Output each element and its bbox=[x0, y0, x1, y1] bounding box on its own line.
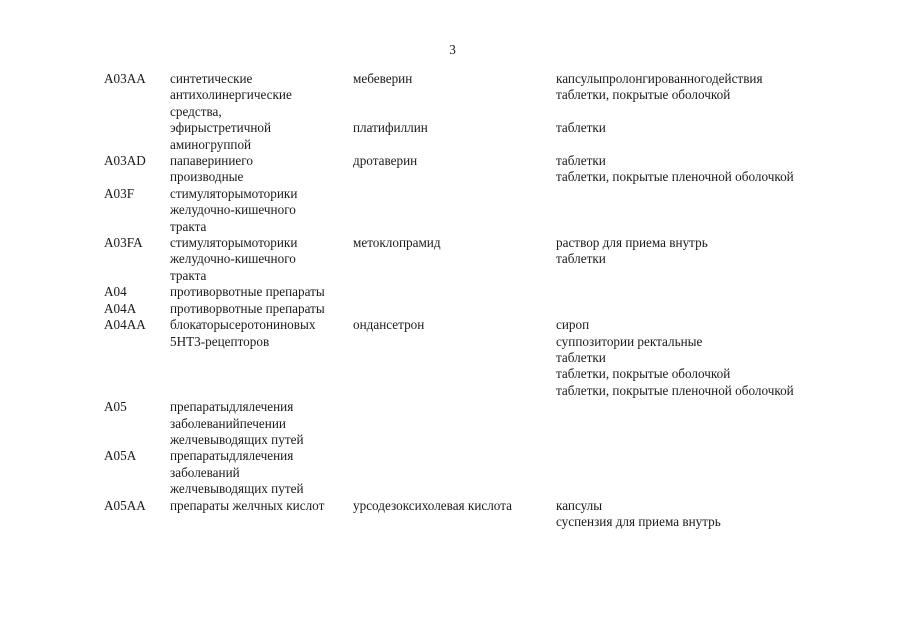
therapeutic-group bbox=[170, 235, 341, 284]
therapeutic-group bbox=[170, 399, 341, 448]
group-word: моторики bbox=[243, 185, 298, 201]
atc-code: A04 bbox=[104, 284, 127, 300]
table-row bbox=[104, 186, 839, 235]
drug-name: дротаверин bbox=[353, 153, 418, 169]
therapeutic-group bbox=[170, 153, 341, 186]
table-row bbox=[104, 317, 839, 399]
group-word: для bbox=[229, 399, 249, 415]
atc-code: A04AA bbox=[104, 317, 146, 333]
group-word: препараты bbox=[170, 399, 230, 415]
group-word: стимуляторы bbox=[170, 235, 244, 251]
table-row bbox=[104, 235, 839, 284]
group-line: аминогруппой bbox=[170, 136, 252, 152]
table-row bbox=[104, 448, 839, 497]
group-line: средства, bbox=[170, 103, 222, 119]
group-line bbox=[170, 186, 341, 202]
group-line: желчевыводящих путей bbox=[170, 481, 304, 497]
dosage-forms bbox=[556, 498, 839, 531]
table-row bbox=[104, 399, 839, 448]
form-word: действия bbox=[711, 71, 763, 86]
atc-code: A04A bbox=[104, 300, 137, 316]
drug-table bbox=[104, 71, 839, 530]
drug-name: урсодезоксихолевая кислота bbox=[353, 497, 513, 513]
atc-code: A03FA bbox=[104, 235, 143, 251]
group-word: и bbox=[278, 415, 286, 431]
dosage-form: сироп bbox=[556, 317, 590, 333]
dosage-form bbox=[556, 71, 839, 87]
dosage-form: таблетки bbox=[556, 120, 606, 136]
dosage-form: таблетки, покрытые оболочкой bbox=[556, 366, 731, 382]
therapeutic-group bbox=[170, 301, 341, 317]
page-number: 3 bbox=[449, 42, 456, 57]
dosage-forms bbox=[556, 120, 839, 136]
dosage-form: таблетки bbox=[556, 349, 606, 365]
group-word: лечения bbox=[248, 448, 294, 464]
group-word: блокаторы bbox=[170, 317, 229, 333]
group-line: противорвотные препараты bbox=[170, 284, 325, 300]
group-word: его bbox=[235, 153, 253, 169]
group-line bbox=[170, 399, 341, 415]
therapeutic-group bbox=[170, 186, 341, 235]
therapeutic-group bbox=[170, 120, 341, 153]
dosage-form: таблетки bbox=[556, 251, 606, 267]
table-row bbox=[104, 301, 839, 317]
group-line bbox=[170, 153, 341, 169]
dosage-form: таблетки, покрытые пленочной оболочкой bbox=[556, 169, 794, 185]
group-word: третичной bbox=[212, 120, 272, 136]
group-word: моторики bbox=[243, 235, 298, 251]
form-word: пролонгированного bbox=[602, 71, 712, 86]
dosage-form: раствор для приема внутрь bbox=[556, 235, 708, 251]
dosage-forms bbox=[556, 317, 839, 399]
group-line bbox=[170, 235, 341, 251]
group-line bbox=[170, 317, 341, 333]
therapeutic-group bbox=[170, 71, 341, 120]
atc-code: A03F bbox=[104, 185, 135, 201]
atc-code: A03AD bbox=[104, 153, 146, 169]
therapeutic-group bbox=[170, 498, 341, 514]
group-line: желудочно-кишечного bbox=[170, 202, 296, 218]
dosage-forms bbox=[556, 153, 839, 186]
group-word: препараты bbox=[170, 448, 230, 464]
group-line: тракта bbox=[170, 267, 207, 283]
group-line: желчевыводящих путей bbox=[170, 431, 304, 447]
dosage-forms bbox=[556, 235, 839, 268]
group-word: печени bbox=[239, 415, 279, 431]
dosage-form: капсулы bbox=[556, 497, 603, 513]
atc-code: A05A bbox=[104, 448, 137, 464]
drug-name: метоклопрамид bbox=[353, 235, 441, 251]
form-word: капсулы bbox=[556, 71, 603, 86]
table-row bbox=[104, 71, 839, 120]
group-line: производные bbox=[170, 169, 244, 185]
group-word: эфиры bbox=[170, 120, 207, 136]
atc-code: A05AA bbox=[104, 497, 146, 513]
group-word: папаверин bbox=[170, 153, 229, 169]
atc-code: A03AA bbox=[104, 71, 146, 86]
group-word: стимуляторы bbox=[170, 185, 244, 201]
group-line: препараты желчных кислот bbox=[170, 497, 325, 513]
drug-name: ондансетрон bbox=[353, 317, 425, 333]
group-line: синтетические bbox=[170, 71, 253, 86]
group-word: с bbox=[206, 120, 213, 136]
group-line bbox=[170, 448, 341, 464]
group-line: тракта bbox=[170, 218, 207, 234]
table-row bbox=[104, 153, 839, 186]
therapeutic-group bbox=[170, 448, 341, 497]
dosage-form: таблетки, покрытые оболочкой bbox=[556, 87, 731, 103]
group-word: серотониновых bbox=[228, 317, 316, 333]
group-word: и bbox=[228, 153, 236, 169]
group-line bbox=[170, 120, 341, 136]
therapeutic-group bbox=[170, 284, 341, 300]
group-line: заболеваний bbox=[170, 464, 240, 480]
group-word: заболеваний bbox=[170, 415, 240, 431]
therapeutic-group bbox=[170, 317, 341, 350]
group-word: лечения bbox=[248, 399, 294, 415]
dosage-form: суспензия для приема внутрь bbox=[556, 513, 721, 529]
table-row bbox=[104, 498, 839, 531]
group-line: 5HT3-рецепторов bbox=[170, 333, 270, 349]
group-line: противорвотные препараты bbox=[170, 300, 325, 316]
atc-code: A05 bbox=[104, 399, 127, 415]
drug-name: платифиллин bbox=[353, 120, 428, 136]
group-line: антихолинергические bbox=[170, 87, 292, 103]
table-row bbox=[104, 284, 839, 300]
dosage-forms bbox=[556, 71, 839, 104]
drug-name: мебеверин bbox=[353, 71, 413, 86]
dosage-form: суппозитории ректальные bbox=[556, 333, 703, 349]
dosage-form: таблетки bbox=[556, 153, 606, 169]
dosage-form: таблетки, покрытые пленочной оболочкой bbox=[556, 382, 794, 398]
group-line: желудочно-кишечного bbox=[170, 251, 296, 267]
table-row bbox=[104, 120, 839, 153]
group-word: для bbox=[229, 448, 249, 464]
group-line bbox=[170, 416, 341, 432]
